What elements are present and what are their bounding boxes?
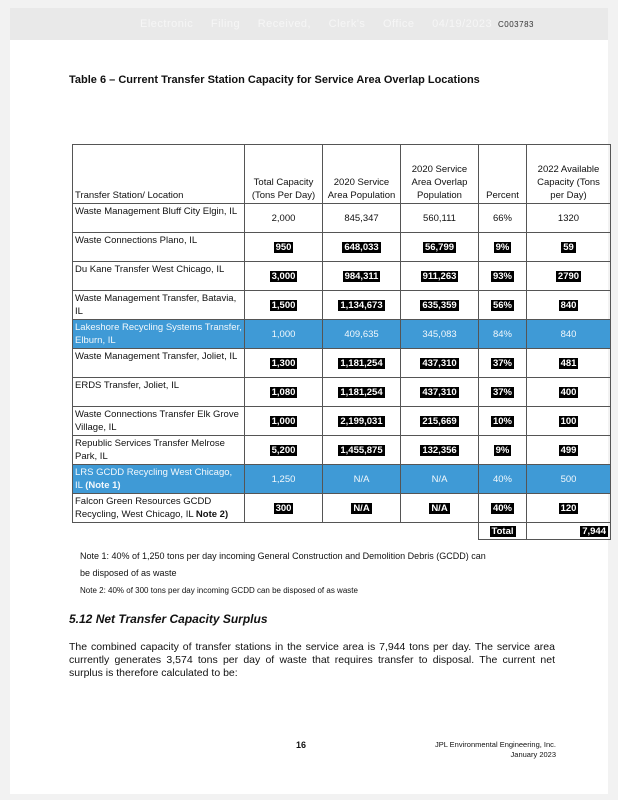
cell-location: Waste Connections Plano, IL — [73, 233, 245, 262]
cell-available: 400 — [560, 386, 577, 398]
cell-overlap: 911,263 — [422, 270, 457, 282]
table-row — [73, 349, 611, 378]
cell-available: 59 — [563, 241, 574, 253]
header-available-capacity: 2022 Available Capacity (Tons per Day) — [527, 145, 611, 204]
total-label: Total — [491, 525, 514, 537]
cell-population: 1,455,875 — [340, 444, 383, 456]
table-row — [73, 378, 611, 407]
cell-available: 120 — [560, 502, 577, 514]
document-code: C003783 — [498, 20, 534, 29]
cell-population: 409,635 — [323, 320, 401, 349]
table-title: Table 6 – Current Transfer Station Capacity for Service Area Overlap Locations — [69, 74, 480, 86]
cell-available: 2790 — [557, 270, 580, 282]
cell-population: 648,033 — [344, 241, 379, 253]
table-row — [73, 291, 611, 320]
cell-location: Waste Management Transfer, Batavia, IL — [73, 291, 245, 320]
cell-capacity: 950 — [275, 241, 292, 253]
cell-population: 2,199,031 — [340, 415, 383, 427]
footer-company-block — [414, 740, 556, 760]
cell-percent: 10% — [492, 415, 512, 427]
cell-location-text: Falcon Green Resources GCDD Recycling, West Chicago, IL — [75, 496, 212, 520]
cell-available: 1320 — [527, 204, 611, 233]
filing-stamp-text: Electronic Filing Received, Clerk's Office 04/19/2023 — [140, 18, 493, 30]
cell-capacity: 1,000 — [245, 320, 323, 349]
cell-capacity: 1,300 — [271, 357, 296, 369]
cell-capacity: 1,080 — [271, 386, 296, 398]
cell-location-note: (Note 1) — [85, 480, 121, 491]
cell-overlap: N/A — [401, 465, 479, 494]
cell-overlap: 437,310 — [422, 386, 457, 398]
cell-available: 500 — [527, 465, 611, 494]
cell-capacity: 1,000 — [271, 415, 296, 427]
cell-population: 845,347 — [323, 204, 401, 233]
cell-location: Republic Services Transfer Melrose Park, IL — [73, 436, 245, 465]
table-total-row — [73, 523, 611, 540]
cell-percent: 56% — [492, 299, 512, 311]
cell-capacity: 5,200 — [271, 444, 296, 456]
cell-population: 1,181,254 — [340, 386, 383, 398]
table-row — [73, 233, 611, 262]
header-location: Transfer Station/ Location — [73, 145, 245, 204]
cell-capacity: 2,000 — [245, 204, 323, 233]
cell-percent: 84% — [479, 320, 527, 349]
cell-percent: 40% — [479, 465, 527, 494]
cell-population: 1,181,254 — [340, 357, 383, 369]
cell-available: 840 — [527, 320, 611, 349]
cell-population: N/A — [353, 502, 370, 514]
cell-population: N/A — [323, 465, 401, 494]
cell-percent: 93% — [492, 270, 512, 282]
table-row — [73, 204, 611, 233]
cell-location: ERDS Transfer, Joliet, IL — [73, 378, 245, 407]
cell-available: 499 — [560, 444, 577, 456]
filing-header-stamp — [10, 8, 608, 40]
cell-location: Waste Connections Transfer Elk Grove Village, IL — [73, 407, 245, 436]
table-row-highlighted — [73, 320, 611, 349]
cell-percent: 40% — [492, 502, 512, 514]
cell-population: 1,134,673 — [340, 299, 383, 311]
cell-percent: 37% — [492, 386, 512, 398]
cell-percent: 37% — [492, 357, 512, 369]
footer-date: January 2023 — [510, 750, 556, 759]
page-number: 16 — [296, 740, 307, 750]
cell-percent: 9% — [495, 444, 510, 456]
table-row — [73, 494, 611, 523]
header-overlap-population: 2020 Service Area Overlap Population — [401, 145, 479, 204]
cell-capacity: 3,000 — [271, 270, 296, 282]
table-row — [73, 407, 611, 436]
section-paragraph: The combined capacity of transfer stations in the service area is 7,944 tons per day. The service area currently generates 3,574 tons per day of waste that requires transfer to disposal. The current net surplus is therefore calculated to be: — [69, 641, 555, 679]
header-service-area-population: 2020 Service Area Population — [323, 145, 401, 204]
header-percent: Percent — [479, 145, 527, 204]
note-1: Note 1: 40% of 1,250 tons per day incoming General Construction and Demolition Debris (GCDD) can be disposed of as waste — [80, 551, 486, 578]
cell-available: 840 — [560, 299, 577, 311]
cell-location: Lakeshore Recycling Systems Transfer, Elburn, IL — [73, 320, 245, 349]
document-page — [10, 8, 608, 794]
table-notes — [80, 548, 490, 599]
table-row-highlighted — [73, 465, 611, 494]
cell-overlap: 132,356 — [422, 444, 457, 456]
cell-overlap: 56,799 — [424, 241, 455, 253]
table-row — [73, 436, 611, 465]
cell-overlap: 437,310 — [422, 357, 457, 369]
cell-location: Du Kane Transfer West Chicago, IL — [73, 262, 245, 291]
cell-available: 100 — [560, 415, 577, 427]
cell-population: 984,311 — [344, 270, 379, 282]
table-header-row — [73, 145, 611, 204]
cell-available: 481 — [560, 357, 577, 369]
cell-location — [73, 465, 245, 494]
section-heading: 5.12 Net Transfer Capacity Surplus — [69, 612, 268, 626]
cell-overlap: N/A — [431, 502, 448, 514]
total-value: 7,944 — [582, 525, 606, 537]
cell-location-note: Note 2) — [195, 509, 229, 520]
cell-location-text: LRS GCDD Recycling West Chicago, IL — [75, 467, 233, 491]
cell-percent: 66% — [479, 204, 527, 233]
cell-overlap: 560,111 — [401, 204, 479, 233]
cell-overlap: 635,359 — [422, 299, 457, 311]
table-row — [73, 262, 611, 291]
footer-company: JPL Environmental Engineering, Inc. — [434, 740, 556, 749]
cell-location: Waste Management Transfer, Joliet, IL — [73, 349, 245, 378]
cell-location — [73, 494, 245, 523]
header-total-capacity: Total Capacity (Tons Per Day) — [245, 145, 323, 204]
cell-overlap: 345,083 — [401, 320, 479, 349]
cell-percent: 9% — [495, 241, 510, 253]
note-2: Note 2: 40% of 300 tons per day incoming GCDD can be disposed of as waste — [80, 586, 358, 595]
cell-capacity: 1,500 — [271, 299, 296, 311]
cell-capacity: 300 — [275, 502, 292, 514]
cell-location: Waste Management Bluff City Elgin, IL — [73, 204, 245, 233]
cell-overlap: 215,669 — [422, 415, 457, 427]
cell-capacity: 1,250 — [245, 465, 323, 494]
capacity-table — [72, 144, 611, 540]
